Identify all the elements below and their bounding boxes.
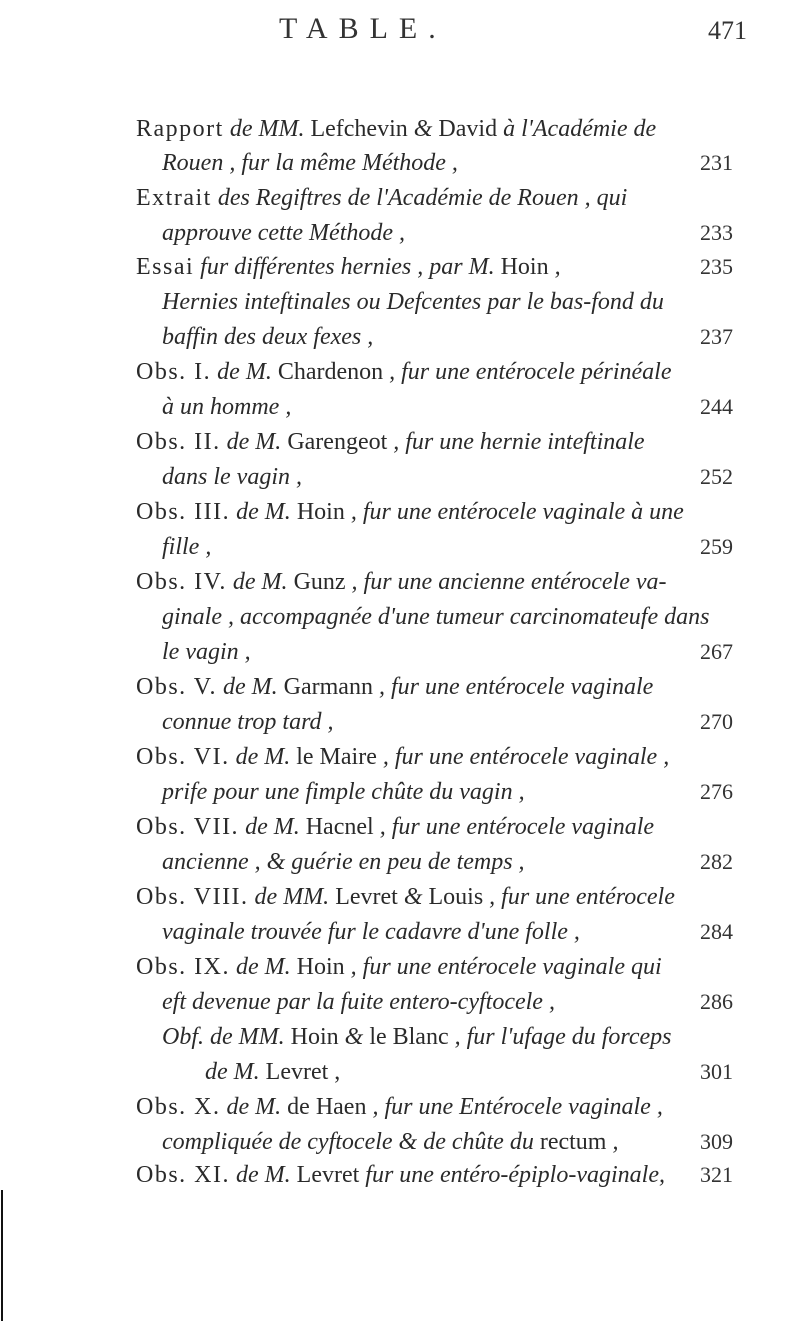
- entry-page-number: 244: [700, 394, 733, 419]
- entry-line: Essai fur différentes hernies , par M. Hoin ,: [136, 254, 561, 280]
- entry-line: Obs. IX. de M. Hoin , fur une entérocele vaginale qui: [136, 954, 662, 980]
- entry-line: Hernies inteftinales ou Defcentes par le bas-fond du: [162, 289, 664, 315]
- entry-line: Obs. IV. de M. Gunz , fur une ancienne entérocele va-: [136, 569, 667, 595]
- entry-line: Obs. II. de M. Garengeot , fur une hernie inteftinale: [136, 429, 645, 455]
- entry-line: connue trop tard ,: [162, 709, 334, 735]
- entry-line: prife pour une fimple chûte du vagin ,: [162, 779, 525, 805]
- entry-page-number: 301: [700, 1059, 733, 1084]
- entry-line: baffin des deux fexes ,: [162, 324, 374, 350]
- entry-page-number: 309: [700, 1129, 733, 1154]
- entry-line: de M. Levret ,: [205, 1059, 341, 1085]
- entry-line: eft devenue par la fuite entero-cyftocele ,: [162, 989, 555, 1015]
- entry-line: ancienne , & guérie en peu de temps ,: [162, 849, 525, 875]
- entry-page-number: 235: [700, 254, 733, 279]
- entry-page-number: 284: [700, 919, 733, 944]
- entry-line: Obs. VII. de M. Hacnel , fur une entérocele vaginale: [136, 814, 655, 840]
- entry-line: Obs. V. de M. Garmann , fur une entérocele vaginale: [136, 674, 654, 700]
- entry-page-number: 267: [700, 639, 733, 664]
- entry-page-number: 237: [700, 324, 733, 349]
- entry-line: Obs. XI. de M. Levret fur une entéro-épiplo-vaginale,: [136, 1162, 665, 1188]
- entry-line: approuve cette Méthode ,: [162, 220, 406, 246]
- entry-page-number: 259: [700, 534, 733, 559]
- entry-line: vaginale trouvée fur le cadavre d'une folle ,: [162, 919, 580, 945]
- running-title: TABLE.: [279, 12, 447, 45]
- entry-line: fille ,: [162, 534, 212, 560]
- entry-line: ginale , accompagnée d'une tumeur carcinomateufe dans: [162, 604, 710, 630]
- entry-line: dans le vagin ,: [162, 464, 302, 490]
- entry-line: Rouen , fur la même Méthode ,: [162, 150, 458, 176]
- page-edge-rule: [1, 1190, 3, 1321]
- entry-line: Obf. de MM. Hoin & le Blanc , fur l'ufage du forceps: [162, 1024, 672, 1050]
- entry-line: à un homme ,: [162, 394, 292, 420]
- entry-page-number: 231: [700, 150, 733, 175]
- entry-page-number: 270: [700, 709, 733, 734]
- entry-page-number: 276: [700, 779, 733, 804]
- entry-line: Obs. X. de M. de Haen , fur une Entérocele vaginale ,: [136, 1094, 663, 1120]
- entry-line: compliquée de cyftocele & de chûte du rectum ,: [162, 1129, 619, 1155]
- entry-line: le vagin ,: [162, 639, 251, 665]
- page-number: 471: [708, 16, 747, 45]
- entry-line: Obs. III. de M. Hoin , fur une entérocele vaginale à une: [136, 499, 684, 525]
- entry-page-number: 286: [700, 989, 733, 1014]
- entry-line: Obs. VIII. de MM. Levret & Louis , fur une entérocele: [136, 884, 675, 910]
- entry-line: Extrait des Regiftres de l'Académie de Rouen , qui: [136, 185, 628, 211]
- entry-line: Rapport de MM. Lefchevin & David à l'Académie de: [136, 116, 657, 142]
- entry-page-number: 252: [700, 464, 733, 489]
- entry-page-number: 282: [700, 849, 733, 874]
- entry-line: Obs. VI. de M. le Maire , fur une entérocele vaginale ,: [136, 744, 670, 770]
- page-header: [0, 12, 800, 52]
- entry-page-number: 321: [700, 1162, 733, 1187]
- entry-page-number: 233: [700, 220, 733, 245]
- entry-line: Obs. I. de M. Chardenon , fur une entérocele périnéale: [136, 359, 672, 385]
